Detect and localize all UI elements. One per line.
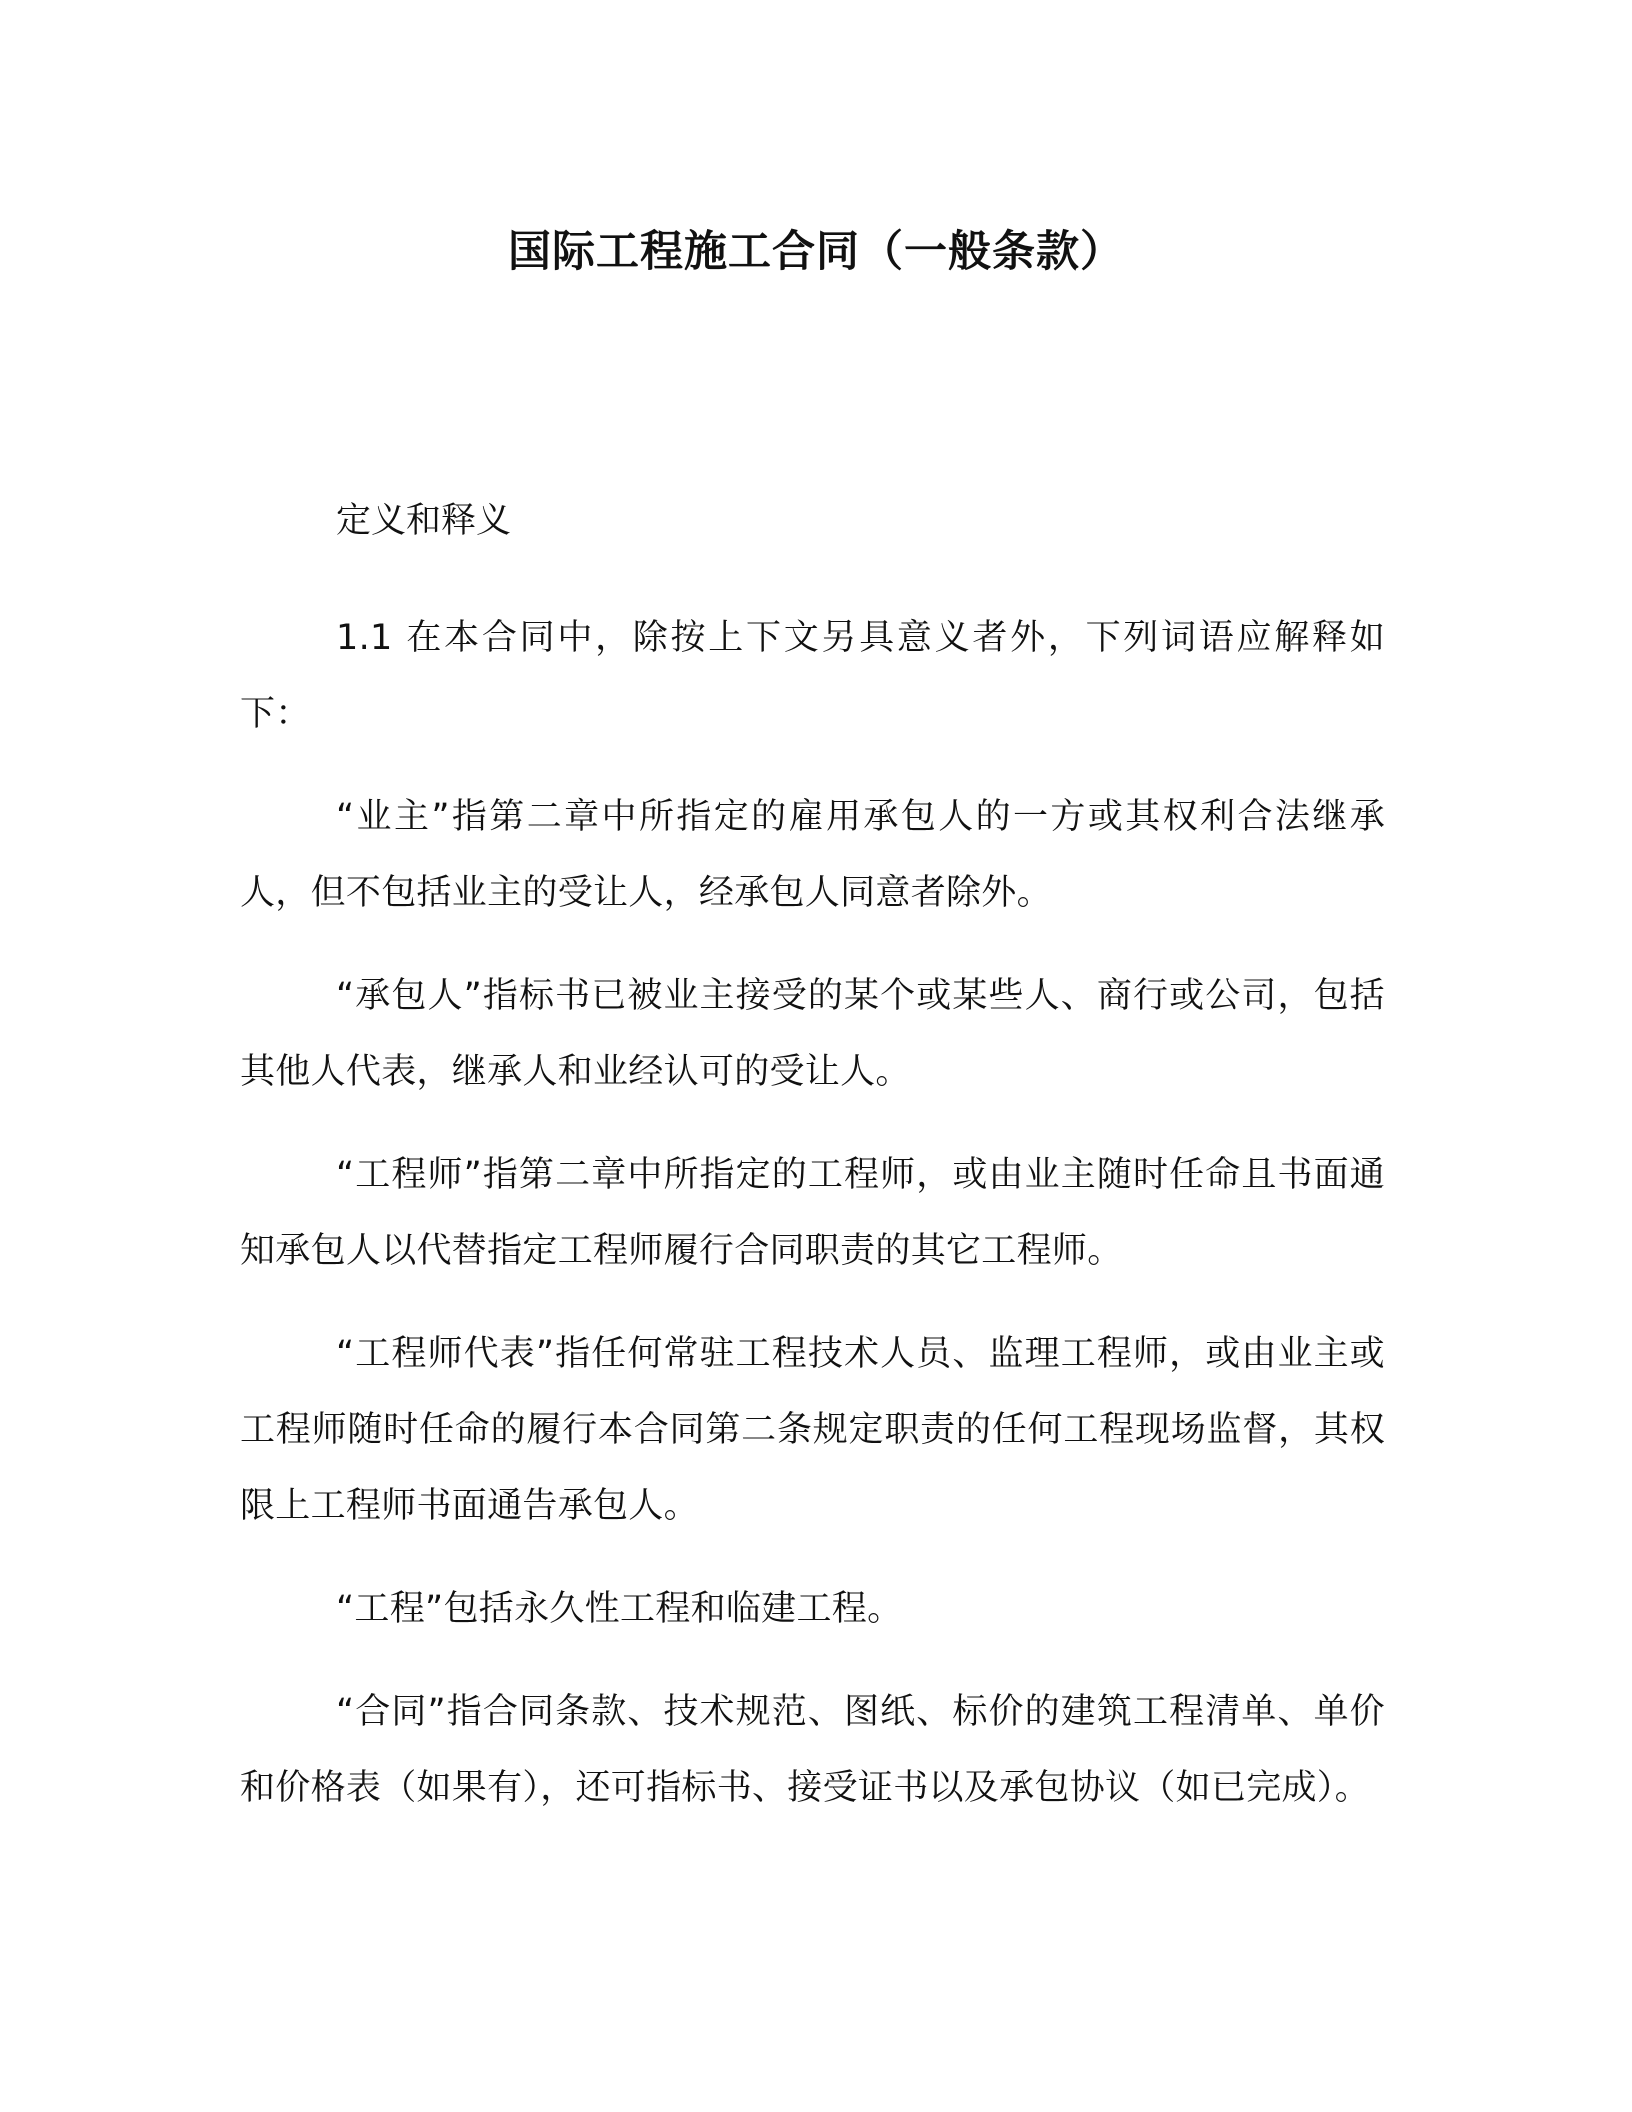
paragraph-engineer-definition: “工程师”指第二章中所指定的工程师，或由业主随时任命且书面通知承包人以代替指定工程师履行合同职责的其它工程师。 [240,1155,1385,1271]
document-title: 国际工程施工合同（一般条款） [508,227,1124,277]
paragraph-owner-definition: “业主”指第二章中所指定的雇用承包人的一方或其权利合法继承人，但不包括业主的受让人，经承包人同意者除外。 [240,797,1385,913]
document-body [240,492,1385,1853]
paragraph-1-1: 1.1 在本合同中，除按上下文另具意义者外，下列词语应解释如下： [240,618,1385,734]
paragraph-contractor-definition: “承包人”指标书已被业主接受的某个或某些人、商行或公司，包括其他人代表，继承人和业经认可的受让人。 [240,976,1385,1092]
paragraph-contract-definition: “合同”指合同条款、技术规范、图纸、标价的建筑工程清单、单价和价格表（如果有），还可指标书、接受证书以及承包协议（如已完成）。 [240,1692,1385,1808]
paragraph-works-definition: “工程”包括永久性工程和临建工程。 [336,1589,903,1629]
section-heading: 定义和释义 [336,501,512,541]
paragraph-engineer-representative-definition: “工程师代表”指任何常驻工程技术人员、监理工程师，或由业主或工程师随时任命的履行本合同第二条规定职责的任何工程现场监督，其权限上工程师书面通告承包人。 [240,1334,1385,1526]
